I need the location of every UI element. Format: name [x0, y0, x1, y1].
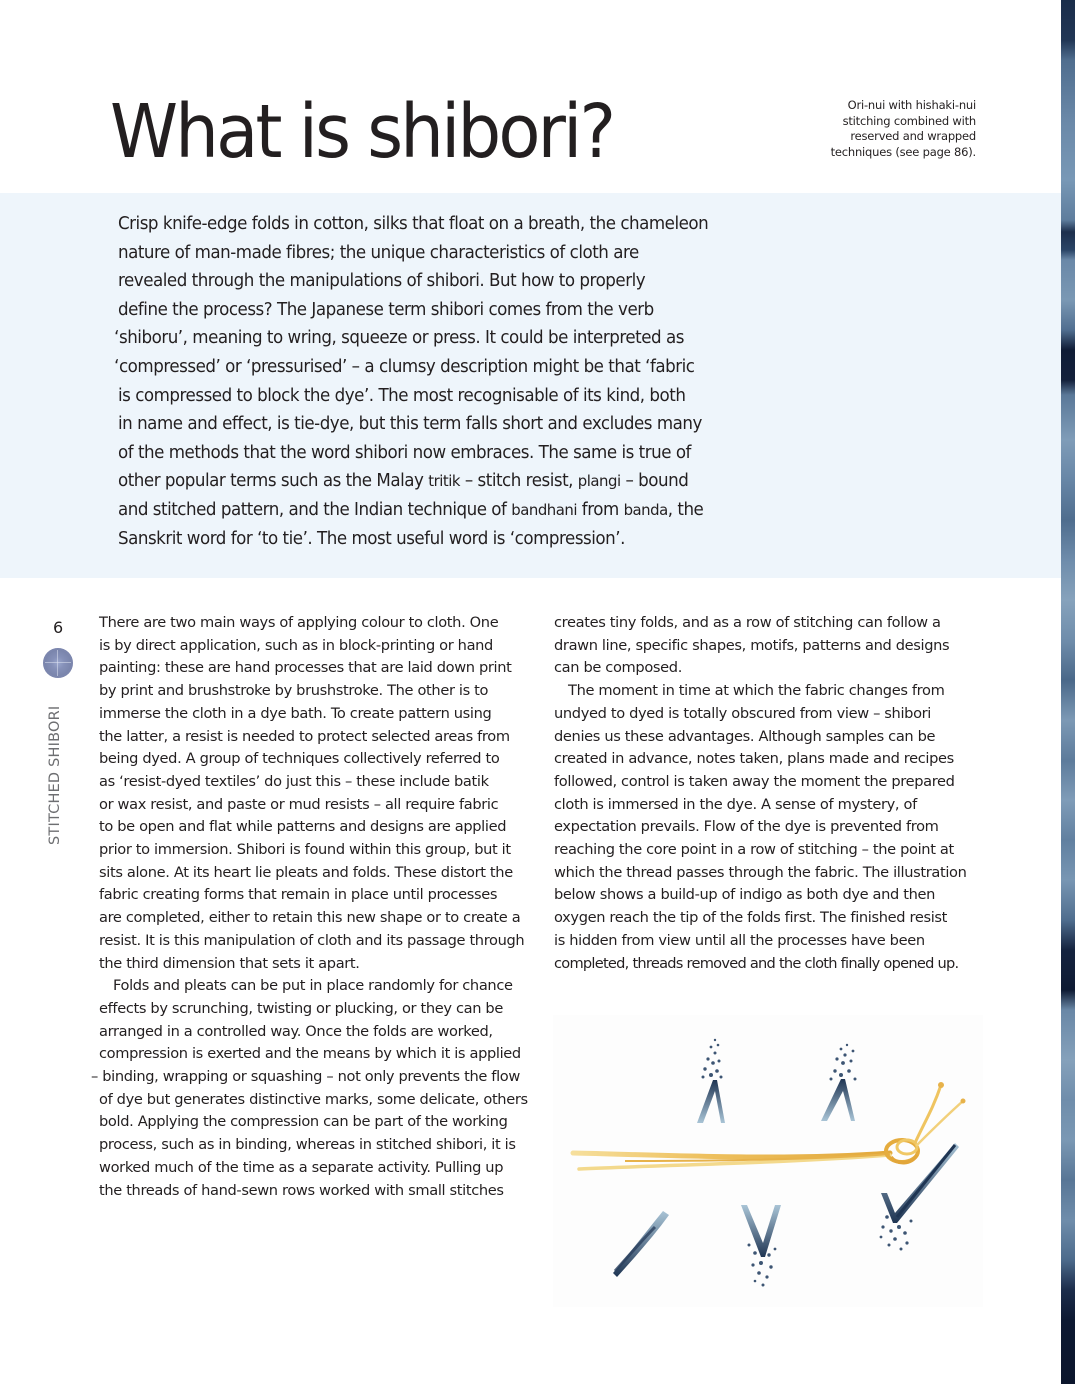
body-line: are completed, either to retain this new shape or to create a	[99, 909, 521, 927]
body-line: below shows a build-up of indigo as both dye and then	[554, 886, 936, 904]
body-line: to be open and flat while patterns and designs are applied	[99, 818, 507, 836]
body-line: Folds and pleats can be put in place randomly for chance	[113, 977, 513, 995]
body-line: cloth is immersed in the dye. A sense of mystery, of	[554, 795, 917, 813]
intro-line: in name and effect, is tie-dye, but this term falls short and excludes many	[118, 414, 702, 435]
body-line: the third dimension that sets it apart.	[99, 954, 360, 972]
body-line: expectation prevails. Flow of the dye is prevented from	[554, 818, 939, 836]
body-line: creates tiny folds, and as a row of stitching can follow a	[554, 614, 941, 631]
text-run: , the	[667, 499, 704, 520]
term-tritik: tritik	[428, 472, 461, 491]
body-line: which the thread passes through the fabric. The illustration	[554, 863, 967, 881]
text-run: – bound	[620, 471, 689, 492]
body-line: by print and brushstroke by brushstroke. The other is to	[99, 682, 489, 700]
text-run: and stitched pattern, and the Indian technique of	[118, 499, 512, 520]
intro-line: of the methods that the word shibori now embraces. The same is true of	[118, 442, 691, 463]
term-banda: banda	[623, 500, 668, 519]
intro-line: Sanskrit word for ‘to tie’. The most useful word is ‘compression’.	[118, 528, 625, 549]
text-run: other popular terms such as the Malay	[118, 471, 429, 492]
body-line: compression is exerted and the means by which it is applied	[99, 1045, 521, 1063]
body-line: can be composed.	[554, 659, 682, 677]
body-line: denies us these advantages. Although samples can be	[554, 727, 936, 745]
body-line: of dye but generates distinctive marks, some delicate, others	[99, 1090, 528, 1108]
body-line: as ‘resist-dyed textiles’ do just this – these include batik	[99, 772, 489, 790]
photo-caption	[776, 98, 976, 160]
page-title: What is shibori?	[110, 89, 614, 175]
body-line: immerse the cloth in a dye bath. To create pattern using	[99, 704, 492, 722]
body-line: the latter, a resist is needed to protect selected areas from	[99, 727, 510, 745]
body-line: the threads of hand-sewn rows worked with small stitches	[99, 1181, 504, 1199]
body-line: effects by scrunching, twisting or plucking, or they can be	[99, 999, 503, 1017]
body-column-right	[554, 612, 984, 975]
term-bandhani: bandhani	[511, 500, 577, 519]
body-line: prior to immersion. Shibori is found within this group, but it	[99, 841, 511, 859]
page-number: 6	[53, 618, 64, 637]
body-line: undyed to dyed is totally obscured from view – shibori	[554, 704, 932, 722]
body-line: followed, control is taken away the moment the prepared	[554, 772, 955, 790]
intro-line: nature of man-made fibres; the unique characteristics of cloth are	[118, 242, 639, 263]
body-line: arranged in a controlled way. Once the folds are worked,	[99, 1022, 493, 1040]
body-line: created in advance, notes taken, plans made and recipes	[554, 750, 954, 768]
term-plangi: plangi	[577, 472, 621, 491]
body-line: is by direct application, such as in block-printing or hand	[99, 636, 493, 654]
body-line: sits alone. At its heart lie pleats and folds. These distort the	[99, 863, 513, 881]
body-line: oxygen reach the tip of the folds first. The finished resist	[554, 909, 948, 927]
intro-line: define the process? The Japanese term shibori comes from the verb	[118, 299, 654, 320]
body-line: bold. Applying the compression can be part of the working	[99, 1113, 508, 1131]
body-line: worked much of the time as a separate activity. Pulling up	[99, 1158, 504, 1176]
intro-line	[118, 467, 742, 496]
intro-line: is compressed to block the dye’. The most recognisable of its kind, both	[118, 385, 686, 406]
body-line: is hidden from view until all the processes have been	[554, 931, 925, 949]
body-line: drawn line, specific shapes, motifs, patterns and designs	[554, 636, 950, 654]
caption-line: reserved and wrapped	[850, 129, 976, 143]
body-line: completed, threads removed and the cloth finally opened up.	[554, 954, 959, 972]
body-line: process, such as in binding, whereas in stitched shibori, it is	[99, 1136, 516, 1154]
body-line: or wax resist, and paste or mud resists – all require fabric	[99, 795, 499, 813]
stitch-illustration	[545, 1005, 990, 1315]
text-run: – stitch resist,	[460, 471, 578, 492]
body-column-left	[91, 612, 529, 1202]
body-line: resist. It is this manipulation of cloth and its passage through	[99, 931, 525, 949]
body-line: The moment in time at which the fabric changes from	[568, 682, 945, 700]
intro-line: revealed through the manipulations of shibori. But how to properly	[118, 271, 646, 292]
intro-line: ‘shiboru’, meaning to wring, squeeze or press. It could be interpreted as	[114, 328, 684, 349]
indigo-edge-strip	[1061, 0, 1075, 1384]
section-label: STITCHED SHIBORI	[47, 705, 63, 845]
intro-line: ‘compressed’ or ‘pressurised’ – a clumsy description might be that ‘fabric	[114, 356, 695, 377]
caption-line: techniques (see page 86).	[830, 144, 976, 159]
body-line: reaching the core point in a row of stitching – the point at	[554, 841, 954, 859]
body-line: There are two main ways of applying colour to cloth. One	[99, 614, 499, 631]
body-line: painting: these are hand processes that are laid down print	[99, 659, 512, 677]
intro-paragraph	[114, 210, 742, 553]
caption-line: Ori-nui with hishaki-nui	[847, 98, 976, 112]
circle-dot-icon	[43, 648, 73, 678]
body-line: – binding, wrapping or squashing – not only prevents the flow	[91, 1068, 520, 1086]
body-line: being dyed. A group of techniques collectively referred to	[99, 750, 500, 768]
body-line: fabric creating forms that remain in place until processes	[99, 886, 498, 904]
intro-line	[118, 496, 742, 525]
intro-line: Crisp knife-edge folds in cotton, silks that float on a breath, the chameleon	[118, 214, 709, 234]
text-run: from	[576, 499, 624, 520]
caption-line: stitching combined with	[842, 113, 976, 128]
